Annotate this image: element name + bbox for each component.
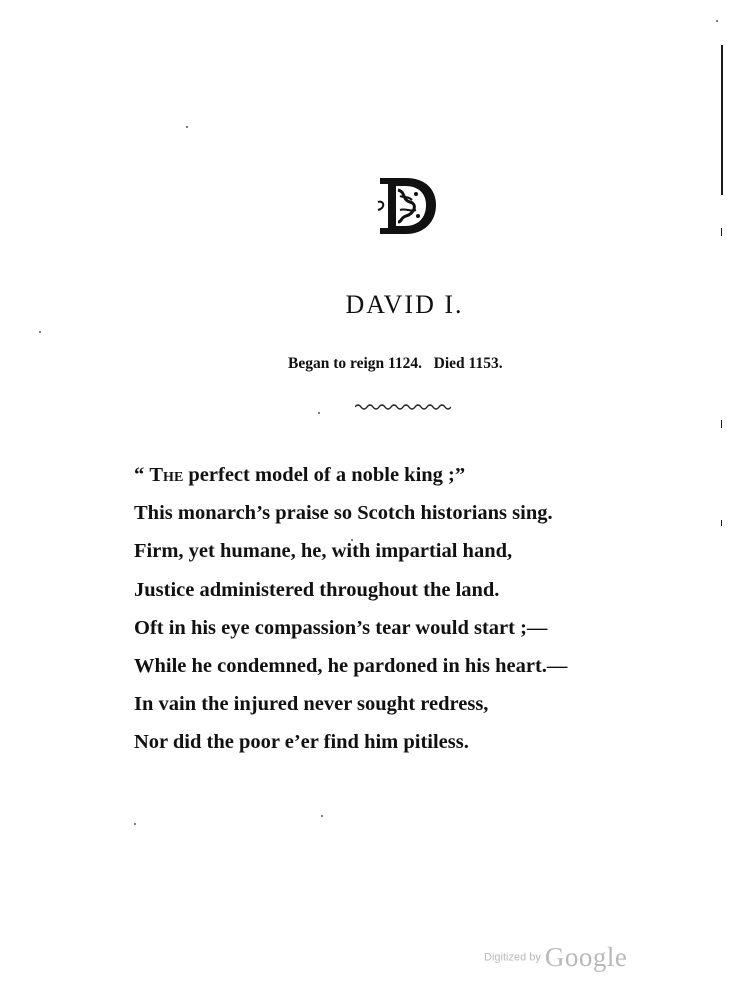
- scan-speck: [318, 412, 320, 414]
- page-edge-mark: [721, 420, 722, 428]
- reign-dates: Began to reign 1124. Died 1153.: [288, 355, 503, 372]
- watermark-prefix: Digitized by: [484, 951, 541, 964]
- scan-speck: [716, 20, 718, 22]
- poem-verse: [134, 456, 567, 762]
- scan-speck: [39, 331, 41, 333]
- verse-line: “ The perfect model of a noble king ;”: [134, 464, 466, 486]
- page-edge-line: [721, 45, 723, 195]
- ornamental-initial: [376, 172, 438, 238]
- verse-line: Nor did the poor e’er find him pitiless.: [134, 731, 469, 754]
- verse-line: Justice administered throughout the land.: [134, 578, 500, 601]
- verse-line: While he condemned, he pardoned in his heart.—: [134, 654, 568, 677]
- verse-line: Oft in his eye compassion’s tear would start ;—: [134, 616, 548, 639]
- verse-line: Firm, yet humane, he, with impartial hand,: [134, 540, 513, 563]
- digitized-by-watermark: [484, 942, 627, 973]
- ornamental-initial-icon: [376, 172, 438, 238]
- page-edge-mark: [721, 228, 722, 236]
- watermark-brand-logo: Google: [544, 942, 628, 972]
- page-edge-mark: [721, 520, 722, 526]
- verse-line: This monarch’s praise so Scotch historians sing.: [134, 502, 553, 525]
- wavy-rule-ornament: [355, 402, 451, 412]
- verse-line: In vain the injured never sought redress,: [134, 693, 489, 716]
- scan-speck: [321, 815, 323, 817]
- scan-speck: [134, 823, 136, 825]
- scan-speck: [186, 126, 188, 128]
- page-title: DAVID I.: [345, 290, 464, 319]
